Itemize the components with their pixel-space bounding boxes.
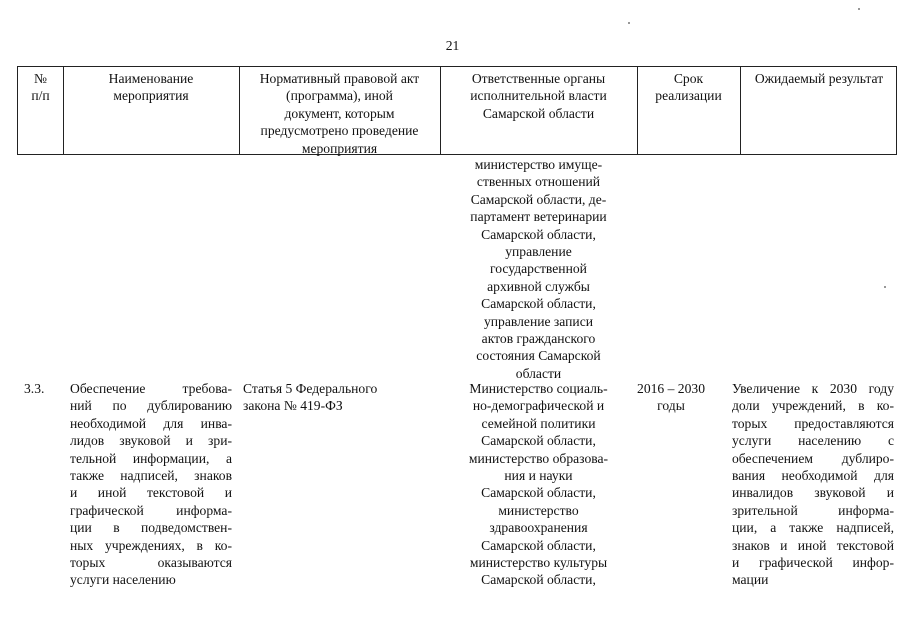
row-number: 3.3. [24,381,45,396]
scan-speck [628,22,630,24]
header-term: Срок реализации [655,71,722,104]
continued-responsible-cell: министерство имуще- ственных отношений Самарской области, де- партамент ветеринарии Самарской области, управление государственной архивной службы Самарской области, управление записи актов гражданского состояния Самарской области [470,157,607,381]
scan-speck [858,8,860,10]
header-result: Ожидаемый результат [754,71,884,86]
row-expected-result: Увеличение к 2030 году доли учреждений, в ко- торых предоставляются услуги населению с обеспечением дублиро- вания необходимой для инвалидов звуковой и зрительной информа- ции, а также надписей, знаков и иной текстовой и графической инфор- мации [732,381,894,588]
row-legal-act: Статья 5 Федерального закона № 419-ФЗ [243,381,378,414]
header-legal-act: Нормативный правовой акт (программа), иной документ, которым предусмотрено проведение мероприятия [259,71,420,156]
row-term: 2016 – 2030 годы [637,381,705,414]
scan-speck [884,286,886,288]
header-name: Наименование мероприятия [108,71,194,104]
header-number: № п/п [31,71,50,104]
row-responsible: Министерство социаль- но-демографической и семейной политики Самарской области, министерство образова- ния и науки Самарской области, министерство здравоохранения Самарской области, министерство культуры Самарской области, [468,381,609,588]
row-activity-name: Обеспечение требова- ний по дублированию необходимой для инва- лидов звуковой и зри- тельной информации, а также надписей, знаков и иной текстовой и графической информа- ции в подведомствен- ных учреждениях, в ко- торых оказываются услуги населению [70,381,232,588]
table-header [17,66,897,155]
header-responsible: Ответственные органы исполнительной власти Самарской области [470,71,607,121]
page-number: 21 [445,38,460,53]
